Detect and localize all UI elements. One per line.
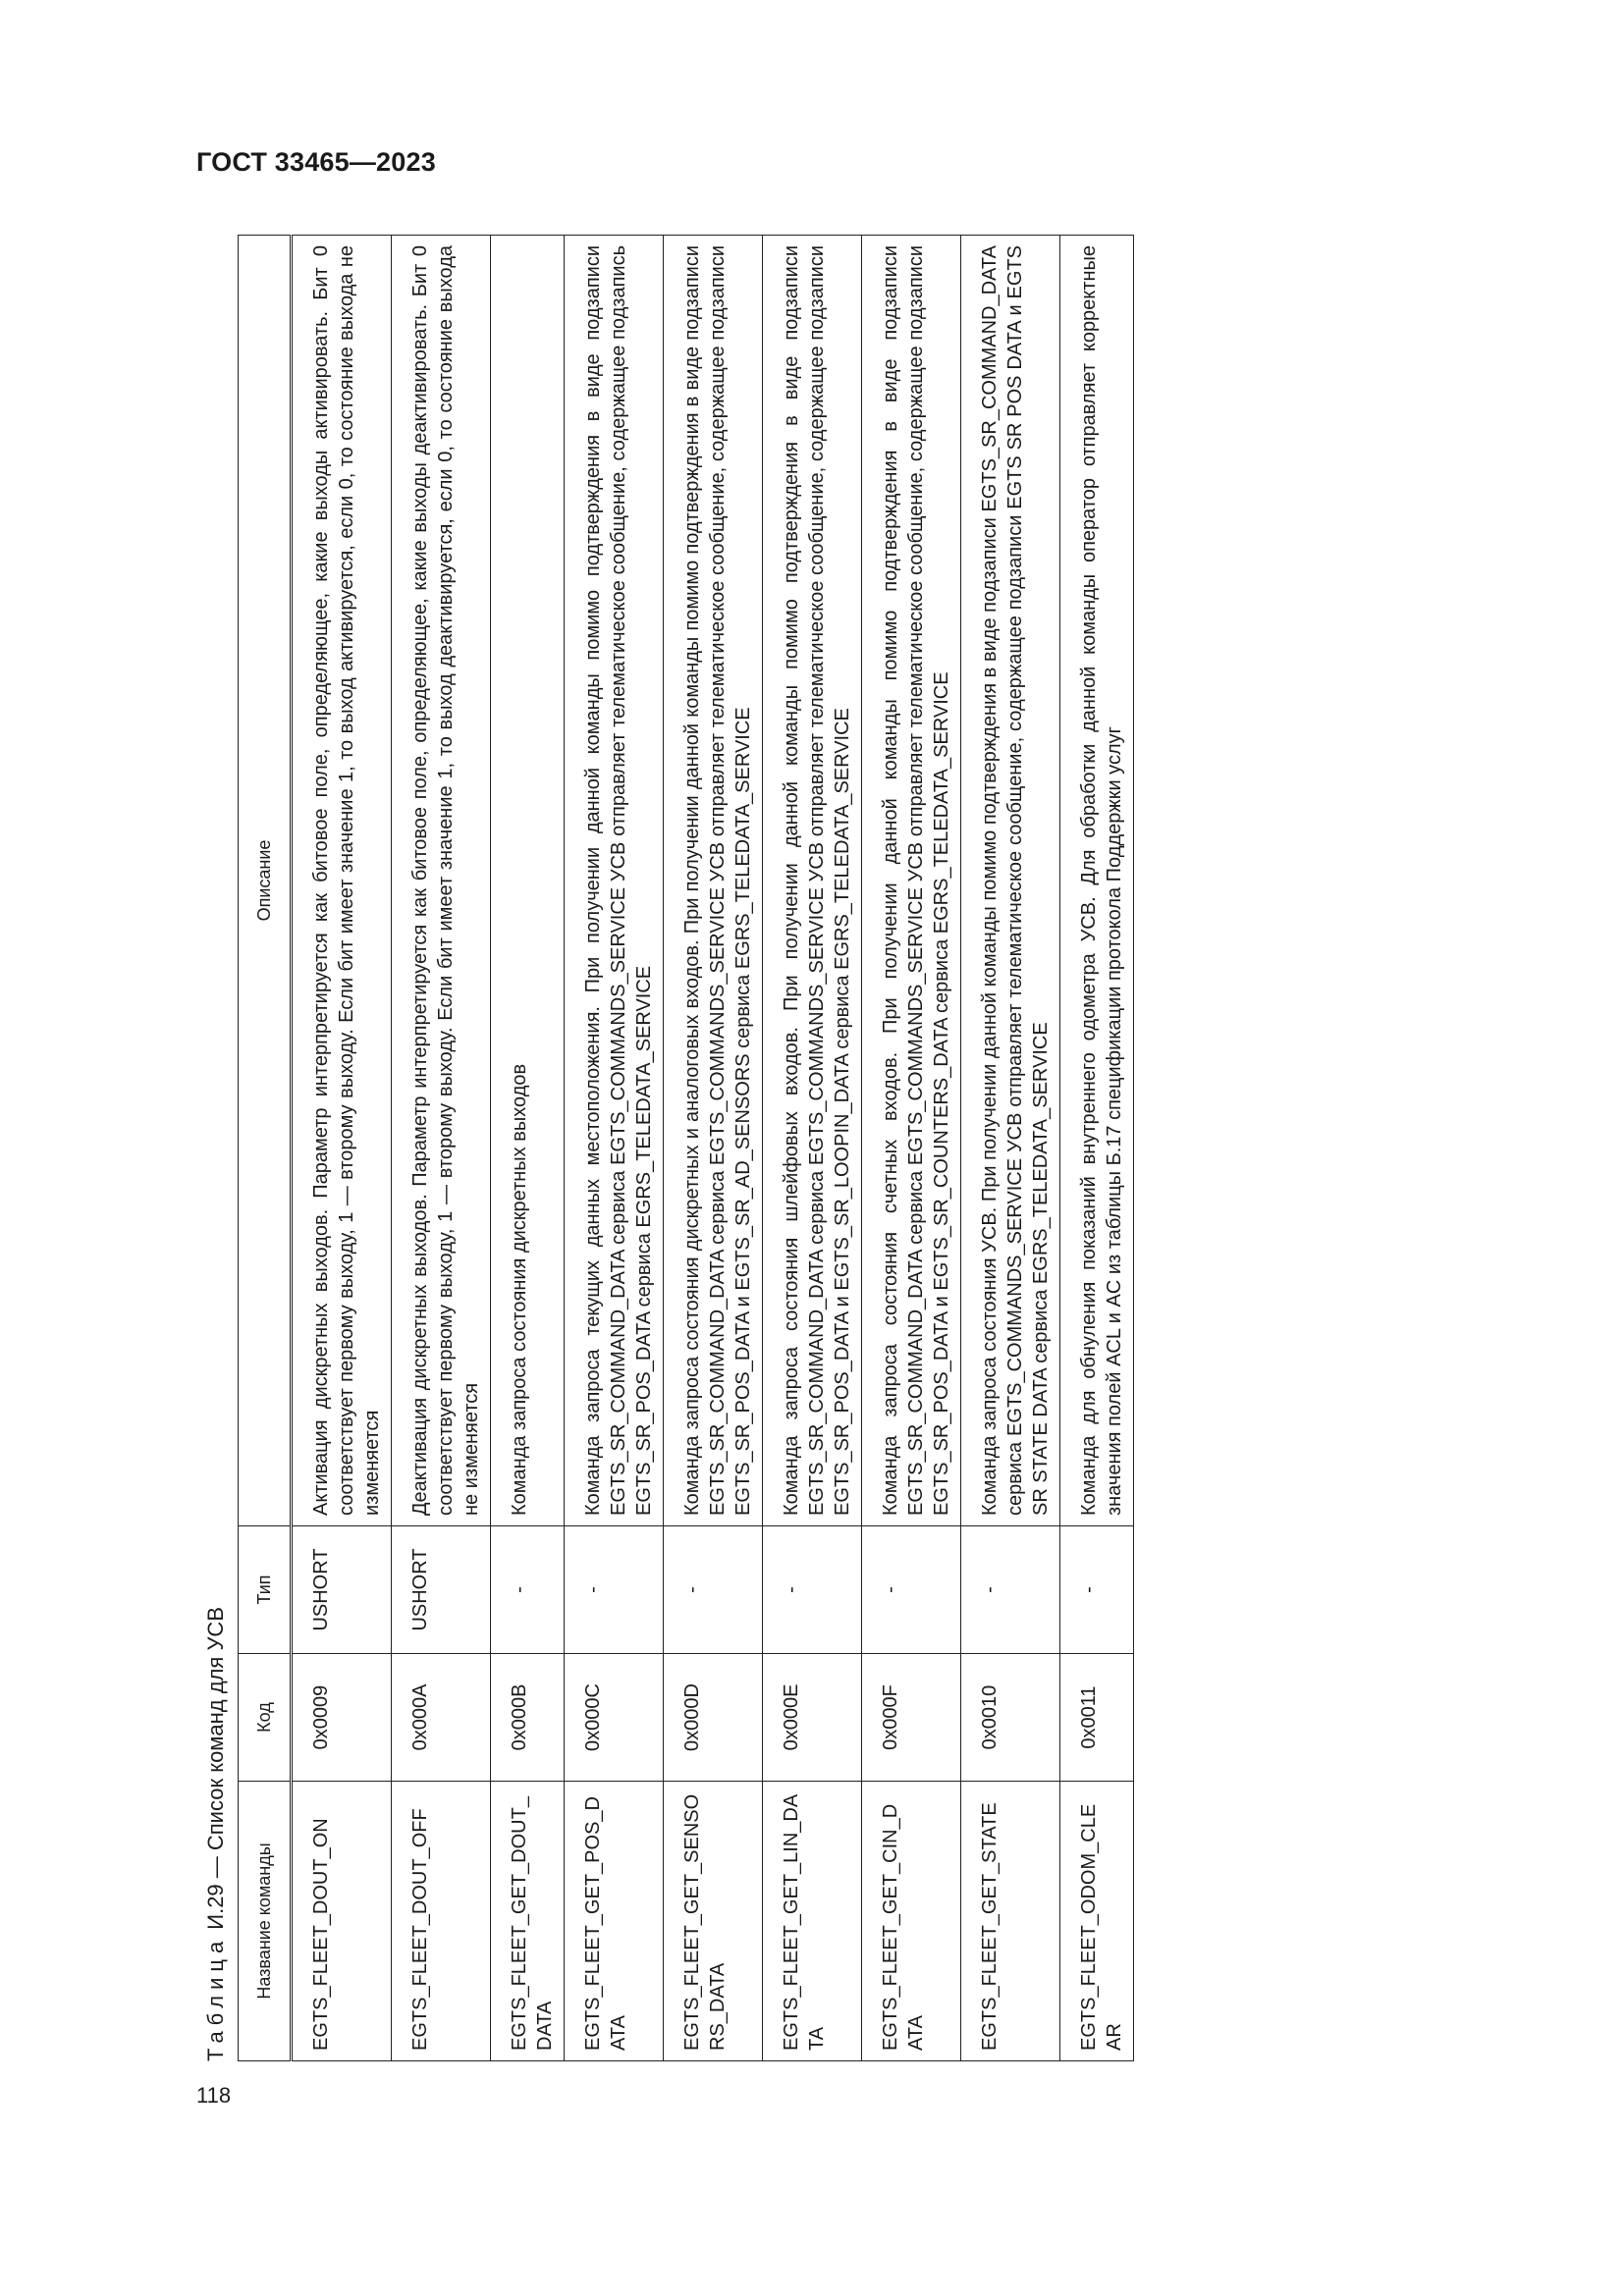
cell-description: Деактивация дискретных выходов. Параметр интерпретируется как битовое поле, определяющее, какие выходы деактивировать. Бит 0 соответствует первому выходу, 1 — второму выходу. Если бит имеет значение 1, то выход деактивируется, если 0, то состояние выхода не изменяется bbox=[392, 236, 491, 1526]
header-type: Тип bbox=[239, 1526, 292, 1654]
header-code: Код bbox=[239, 1654, 292, 1782]
cell-code: 0x000F bbox=[862, 1654, 961, 1782]
cell-type: - bbox=[961, 1526, 1060, 1654]
table-header-row bbox=[239, 236, 292, 2061]
cell-code: 0x000A bbox=[392, 1654, 491, 1782]
cell-code: 0x0010 bbox=[961, 1654, 1060, 1782]
table-row bbox=[491, 236, 565, 2061]
table-row bbox=[862, 236, 961, 2061]
cell-description: Команда запроса состояния счетных входов. При получении данной команды помимо подтверждения в виде подзаписи EGTS_SR_COMMAND_DATA сервиса EGTS_COMMANDS_SERVICE УСВ отправляет телематическое сообщение, содержащее подзаписи EGTS_SR_POS_DATA и EGTS_SR_COUNTERS_DATA сервиса EGRS_TELEDATA_SERVICE bbox=[862, 236, 961, 1526]
cell-type: - bbox=[491, 1526, 565, 1654]
cell-description: Команда запроса состояния шлейфовых входов. При получении данной команды помимо подтверждения в виде подзаписи EGTS_SR_COMMAND_DATA сервиса EGTS_COMMANDS_SERVICE УСВ отправляет телематическое сообщение, содержащее подзаписи EGTS_SR_POS_DATA и EGTS_SR_LOOPIN_DATA сервиса EGRS_TELEDATA_SERVICE bbox=[763, 236, 862, 1526]
cell-description: Команда запроса текущих данных местоположения. При получении данной команды помимо подтверждения в виде подзаписи EGTS_SR_COMMAND_DATA сервиса EGTS_COMMANDS_SERVICE УСВ отправляет телематическое сообщение, содержащее подзапись EGTS_SR_POS_DATA сервиса EGRS_TELEDATA_SERVICE bbox=[565, 236, 664, 1526]
cell-code: 0x000C bbox=[565, 1654, 664, 1782]
cell-name: EGTS_FLEET_DOUT_OFF bbox=[392, 1782, 491, 2061]
table-row bbox=[392, 236, 491, 2061]
cell-name: EGTS_FLEET_GET_SENSORS_DATA bbox=[664, 1782, 763, 2061]
table-row bbox=[763, 236, 862, 2061]
cell-type: USHORT bbox=[392, 1526, 491, 1654]
cell-type: - bbox=[565, 1526, 664, 1654]
cell-name: EGTS_FLEET_GET_DOUT_DATA bbox=[491, 1782, 565, 2061]
cell-type: - bbox=[664, 1526, 763, 1654]
table-row bbox=[664, 236, 763, 2061]
table-row bbox=[565, 236, 664, 2061]
cell-type: - bbox=[862, 1526, 961, 1654]
cell-name: EGTS_FLEET_GET_LIN_DATA bbox=[763, 1782, 862, 2061]
cell-description: Команда запроса состояния УСВ. При получении данной команды помимо подтверждения в виде подзаписи EGTS_SR_COMMAND_DATA сервиса EGTS_COMMANDS_SERVICE УСВ отправляет телематическое сообщение, содержащее подзаписи EGTS SR POS DATA и EGTS SR STATE DATA сервиса EGRS_TELEDATA_SERVICE bbox=[961, 236, 1060, 1526]
cell-name: EGTS_FLEET_GET_POS_DATA bbox=[565, 1782, 664, 2061]
cell-name: EGTS_FLEET_GET_STATE bbox=[961, 1782, 1060, 2061]
header-description: Описание bbox=[239, 236, 292, 1526]
cell-type: - bbox=[763, 1526, 862, 1654]
table-caption-title: И.29 — Список команд для УСВ bbox=[203, 1607, 228, 1930]
header-name: Название команды bbox=[239, 1782, 292, 2061]
page-number: 118 bbox=[196, 2083, 232, 2108]
cell-description: Активация дискретных выходов. Параметр интерпретируется как битовое поле, определяющее, какие выходы активировать. Бит 0 соответствует первому выходу, 1 — второму выходу. Если бит имеет значение 1, то выход активируется, если 0, то состояние выхода не изменяется bbox=[292, 236, 392, 1526]
cell-code: 0x000D bbox=[664, 1654, 763, 1782]
cell-code: 0x0009 bbox=[292, 1654, 392, 1782]
cell-name: EGTS_FLEET_DOUT_ON bbox=[292, 1782, 392, 2061]
cell-code: 0x000E bbox=[763, 1654, 862, 1782]
cell-description: Команда запроса состояния дискретных и аналоговых входов. При получении данной команды помимо подтверждения в виде подзаписи EGTS_SR_COMMAND_DATA сервиса EGTS_COMMANDS_SERVICE УСВ отправляет телематическое сообщение, содержащее подзаписи EGTS_SR_POS_DATA и EGTS_SR_AD_SENSORS сервиса EGRS_TELEDATA_SERVICE bbox=[664, 236, 763, 1526]
cell-description: Команда запроса состояния дискретных выходов bbox=[491, 236, 565, 1526]
table-row bbox=[1060, 236, 1134, 2061]
table-caption-lead: Таблица bbox=[203, 1935, 228, 2061]
rotated-table-block bbox=[196, 236, 1375, 2061]
commands-table bbox=[238, 235, 1134, 2061]
table-row bbox=[292, 236, 392, 2061]
document-header: ГОСТ 33465—2023 bbox=[196, 147, 436, 177]
cell-type: - bbox=[1060, 1526, 1134, 1654]
cell-name: EGTS_FLEET_GET_CIN_DATA bbox=[862, 1782, 961, 2061]
table-row bbox=[961, 236, 1060, 2061]
cell-type: USHORT bbox=[292, 1526, 392, 1654]
cell-code: 0x0011 bbox=[1060, 1654, 1134, 1782]
cell-code: 0x000B bbox=[491, 1654, 565, 1782]
cell-description: Команда для обнуления показаний внутреннего одометра УСВ. Для обработки данной команды оператор отправляет корректные значения полей ACL и AC из таблицы Б.17 спецификации протокола Поддержки услуг bbox=[1060, 236, 1134, 1526]
table-caption bbox=[196, 1607, 236, 2061]
cell-name: EGTS_FLEET_ODOM_CLEAR bbox=[1060, 1782, 1134, 2061]
